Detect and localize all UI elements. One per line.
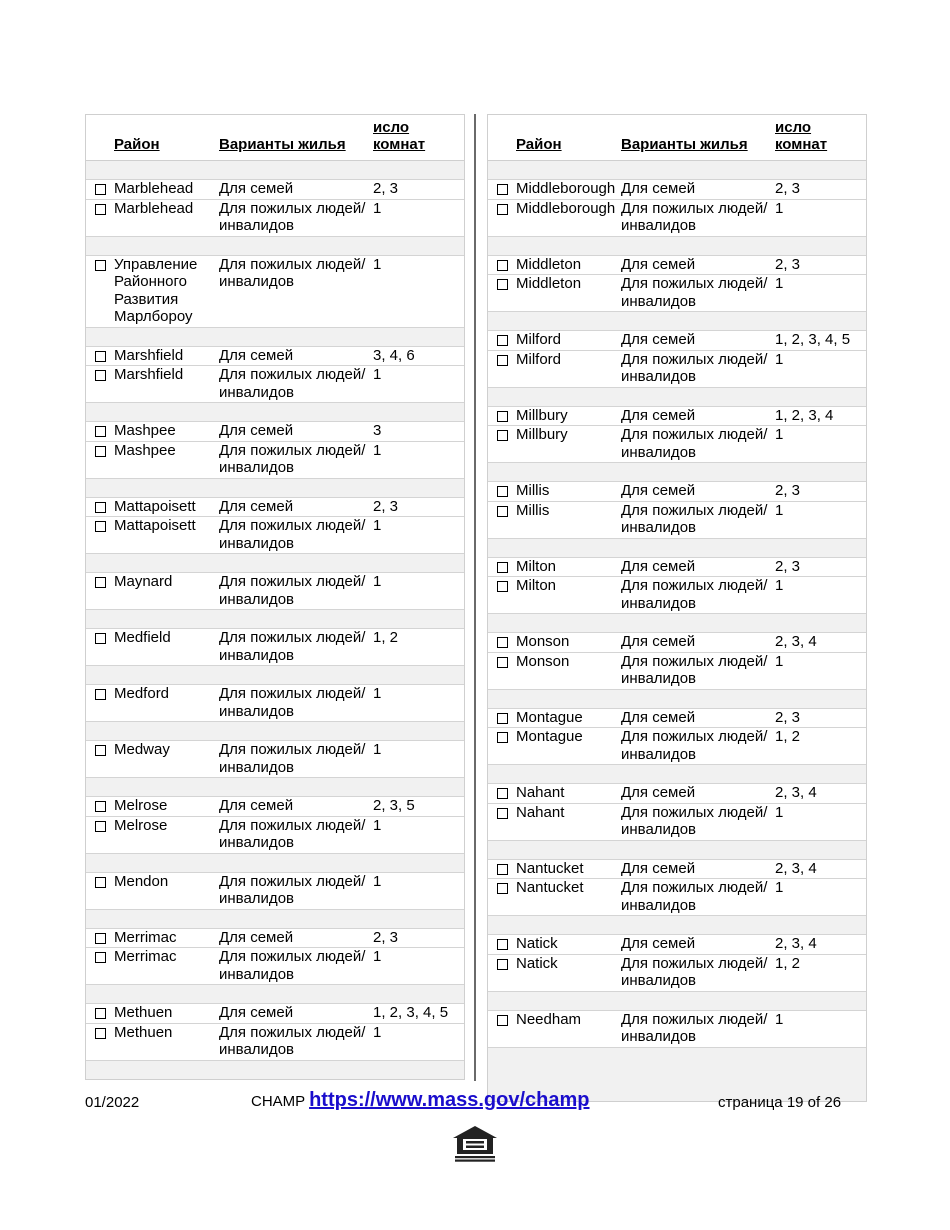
checkbox[interactable] (497, 562, 508, 573)
table-row (488, 804, 866, 841)
housing-cell: Для пожилых людей/инвалидов (621, 199, 768, 234)
row-separator (86, 610, 464, 629)
housing-cell: Для пожилых людей/инвалидов (621, 426, 768, 461)
checkbox[interactable] (497, 184, 508, 195)
district-cell: Montague (516, 728, 583, 745)
housing-cell: Для семей (621, 784, 696, 801)
district-cell: Millbury (516, 426, 568, 443)
checkbox[interactable] (95, 426, 106, 437)
rooms-cell: 2, 3, 5 (373, 797, 415, 814)
district-cell: Melrose (114, 797, 168, 814)
table-row (488, 200, 866, 237)
rooms-cell: 2, 3 (373, 180, 399, 197)
district-cell: Maynard (114, 573, 173, 590)
district-cell: Middleton (516, 275, 582, 292)
rooms-cell: 1 (373, 685, 382, 702)
row-separator (488, 388, 866, 407)
district-cell: Montague (516, 708, 583, 726)
table-row (86, 948, 464, 985)
rooms-cell: 1 (373, 441, 382, 459)
checkbox[interactable] (497, 939, 508, 950)
table-row (86, 180, 464, 200)
district-cell: Marblehead (114, 199, 194, 217)
rooms-cell: 1, 2, 3, 4, 5 (775, 331, 851, 348)
row-separator (86, 237, 464, 256)
table-row (488, 180, 866, 200)
page-number: страница 19 of 26 (718, 1094, 842, 1111)
table-row (488, 709, 866, 729)
row-separator (86, 554, 464, 573)
district-cell: Methuen (114, 1004, 173, 1021)
housing-cell: Для пожилых людей/инвалидов (621, 350, 768, 385)
rooms-cell: 1, 2 (775, 728, 801, 745)
district-cell: Управление Районного Развития Марлбороу (114, 255, 198, 325)
rooms-cell: 1 (775, 350, 784, 368)
checkbox[interactable] (497, 355, 508, 366)
table-row (488, 784, 866, 804)
rooms-cell: 1 (775, 199, 784, 217)
header-district: Район (114, 136, 160, 153)
rooms-cell: 1 (775, 577, 784, 594)
table-header (488, 115, 866, 161)
row-separator (488, 690, 866, 709)
district-cell: Middleborough (516, 180, 616, 197)
header-rooms: исло комнат (373, 119, 426, 153)
housing-cell: Для пожилых людей/инвалидов (219, 629, 366, 664)
footer-date: 01/2022 (85, 1094, 140, 1111)
rooms-cell: 2, 3 (775, 255, 801, 273)
table-row (86, 347, 464, 367)
row-separator (86, 854, 464, 873)
housing-cell: Для семей (621, 331, 696, 348)
header-housing: Варианты жилья (621, 136, 748, 153)
district-cell: Medford (114, 685, 170, 702)
table-row (488, 879, 866, 916)
checkbox[interactable] (95, 204, 106, 215)
checkbox[interactable] (95, 184, 106, 195)
housing-cell: Для семей (621, 633, 696, 650)
checkbox[interactable] (497, 808, 508, 819)
housing-cell: Для семей (621, 557, 696, 575)
checkbox[interactable] (497, 788, 508, 799)
rooms-cell: 1, 2 (775, 954, 801, 972)
table-row (488, 351, 866, 388)
rooms-cell: 2, 3 (775, 557, 801, 575)
housing-cell: Для семей (219, 497, 294, 515)
checkbox[interactable] (497, 581, 508, 592)
rooms-cell: 3 (373, 422, 382, 439)
checkbox[interactable] (497, 732, 508, 743)
district-cell: Marblehead (114, 180, 194, 197)
table-row (86, 1004, 464, 1024)
housing-cell: Для пожилых людей/инвалидов (219, 816, 366, 851)
housing-cell: Для пожилых людей/инвалидов (219, 872, 366, 907)
checkbox[interactable] (497, 260, 508, 271)
district-cell: Needham (516, 1010, 582, 1028)
checkbox[interactable] (497, 430, 508, 441)
table-row (86, 629, 464, 666)
footer-program (251, 1089, 590, 1112)
table-header (86, 115, 464, 161)
table-row (488, 426, 866, 463)
checkbox[interactable] (497, 279, 508, 290)
table-row (488, 955, 866, 992)
district-cell: Mattapoisett (114, 497, 196, 515)
checkbox[interactable] (95, 933, 106, 944)
row-separator (86, 722, 464, 741)
district-cell: Marshfield (114, 346, 184, 364)
district-cell: Melrose (114, 816, 168, 834)
row-separator (488, 539, 866, 558)
table-row (488, 502, 866, 539)
district-cell: Nantucket (516, 859, 584, 877)
checkbox[interactable] (95, 952, 106, 963)
row-separator (86, 328, 464, 347)
table-row (86, 517, 464, 554)
housing-cell: Для семей (621, 482, 696, 499)
rooms-cell: 1 (775, 879, 784, 896)
district-cell: Milford (516, 350, 562, 368)
district-cell: Methuen (114, 1023, 173, 1041)
district-cell: Mashpee (114, 441, 176, 459)
checkbox[interactable] (95, 577, 106, 588)
checkbox[interactable] (95, 821, 106, 832)
rooms-cell: 2, 3, 4 (775, 633, 817, 650)
district-cell: Monson (516, 652, 570, 670)
right-table (487, 114, 867, 1102)
row-separator (86, 985, 464, 1004)
housing-cell: Для пожилых людей/инвалидов (621, 954, 768, 989)
table-row (488, 558, 866, 578)
checkbox[interactable] (95, 877, 106, 888)
district-cell: Merrimac (114, 948, 177, 965)
table-row (86, 573, 464, 610)
housing-cell: Для пожилых людей/инвалидов (219, 741, 366, 776)
row-separator (488, 992, 866, 1011)
district-cell: Millbury (516, 406, 568, 424)
housing-cell: Для пожилых людей/инвалидов (219, 685, 366, 720)
checkbox[interactable] (497, 411, 508, 422)
checkbox[interactable] (95, 370, 106, 381)
table-row (86, 817, 464, 854)
district-cell: Monson (516, 633, 570, 650)
housing-cell: Для семей (219, 346, 294, 364)
program-name: CHAMP (251, 1093, 305, 1110)
checkbox[interactable] (95, 689, 106, 700)
housing-cell: Для пожилых людей/инвалидов (219, 199, 366, 234)
housing-cell: Для семей (621, 708, 696, 726)
row-separator (86, 479, 464, 498)
district-cell: Nantucket (516, 879, 584, 896)
checkbox[interactable] (95, 351, 106, 362)
left-table (85, 114, 465, 1080)
left-table-body (86, 161, 464, 1079)
district-cell: Millis (516, 482, 550, 499)
checkbox[interactable] (95, 1008, 106, 1019)
rooms-cell: 2, 3, 4 (775, 784, 817, 801)
housing-cell: Для семей (219, 928, 294, 946)
row-separator (488, 765, 866, 784)
row-separator (488, 916, 866, 935)
row-separator (86, 778, 464, 797)
district-cell: Milton (516, 557, 557, 575)
rooms-cell: 2, 3, 4 (775, 859, 817, 877)
table-row (86, 498, 464, 518)
checkbox[interactable] (95, 633, 106, 644)
table-row (86, 256, 464, 328)
housing-cell: Для пожилых людей/инвалидов (621, 652, 768, 687)
housing-cell: Для семей (621, 406, 696, 424)
rooms-cell: 1 (373, 199, 382, 217)
table-row (488, 577, 866, 614)
right-table-body (488, 161, 866, 1101)
checkbox[interactable] (95, 745, 106, 756)
rooms-cell: 1 (373, 517, 382, 534)
housing-cell: Для пожилых людей/инвалидов (219, 573, 366, 608)
row-separator (488, 312, 866, 331)
checkbox[interactable] (497, 335, 508, 346)
housing-cell: Для семей (219, 180, 294, 197)
rooms-cell: 2, 3 (373, 928, 399, 946)
checkbox[interactable] (497, 204, 508, 215)
table-row (488, 1011, 866, 1048)
district-cell: Mendon (114, 872, 169, 890)
table-row (488, 860, 866, 880)
rooms-cell: 2, 3, 4 (775, 935, 817, 952)
housing-cell: Для пожилых людей/инвалидов (219, 948, 366, 983)
table-row (488, 633, 866, 653)
checkbox[interactable] (95, 1028, 106, 1039)
checkbox[interactable] (497, 959, 508, 970)
district-cell: Millis (516, 501, 550, 519)
district-cell: Medway (114, 741, 170, 758)
housing-cell: Для семей (621, 935, 696, 952)
housing-cell: Для пожилых людей/инвалидов (621, 879, 768, 914)
checkbox[interactable] (497, 883, 508, 894)
rooms-cell: 1 (373, 741, 382, 758)
district-cell: Nahant (516, 784, 565, 801)
table-row (86, 1024, 464, 1061)
row-separator (488, 614, 866, 633)
table-row (488, 256, 866, 276)
district-cell: Mattapoisett (114, 517, 196, 534)
checkbox[interactable] (95, 521, 106, 532)
housing-cell: Для семей (621, 255, 696, 273)
rooms-cell: 2, 3 (775, 180, 801, 197)
checkbox[interactable] (95, 502, 106, 513)
district-cell: Merrimac (114, 928, 177, 946)
header-rooms: исло комнат (775, 119, 828, 153)
rooms-cell: 1, 2, 3, 4, 5 (373, 1004, 449, 1021)
table-row (86, 929, 464, 949)
housing-cell: Для пожилых людей/инвалидов (621, 275, 768, 310)
housing-cell: Для пожилых людей/инвалидов (621, 728, 768, 763)
district-cell: Natick (516, 935, 558, 952)
district-cell: Middleborough (516, 199, 616, 217)
header-district: Район (516, 136, 562, 153)
column-divider (474, 114, 476, 1081)
row-separator (86, 666, 464, 685)
checkbox[interactable] (497, 657, 508, 668)
table-row (86, 873, 464, 910)
rooms-cell: 1, 2 (373, 629, 399, 646)
table-row (86, 797, 464, 817)
district-cell: Milford (516, 331, 562, 348)
checkbox[interactable] (497, 864, 508, 875)
district-cell: Marshfield (114, 366, 184, 383)
checkbox[interactable] (497, 506, 508, 517)
rooms-cell: 1 (373, 872, 382, 890)
table-row (488, 275, 866, 312)
row-separator (488, 237, 866, 256)
checkbox[interactable] (497, 1015, 508, 1026)
rooms-cell: 2, 3 (775, 482, 801, 499)
housing-cell: Для пожилых людей/инвалидов (219, 366, 366, 401)
rooms-cell: 1 (373, 366, 382, 383)
housing-cell: Для семей (219, 422, 294, 439)
checkbox[interactable] (497, 713, 508, 724)
housing-cell: Для пожилых людей/инвалидов (621, 803, 768, 838)
header-housing: Варианты жилья (219, 136, 346, 153)
rooms-cell: 1 (373, 948, 382, 965)
row-separator (86, 403, 464, 422)
rooms-cell: 1 (373, 1023, 382, 1041)
table-end-fill (86, 1061, 464, 1079)
table-row (86, 200, 464, 237)
district-cell: Nahant (516, 803, 565, 821)
equal-housing-opportunity-logo (449, 1124, 501, 1166)
district-cell: Mashpee (114, 422, 176, 439)
rooms-cell: 1 (775, 803, 784, 821)
district-cell: Milton (516, 577, 557, 594)
row-separator (86, 161, 464, 180)
checkbox[interactable] (497, 637, 508, 648)
housing-cell: Для пожилых людей/инвалидов (219, 517, 366, 552)
table-row (488, 407, 866, 427)
rooms-cell: 1 (775, 275, 784, 292)
rooms-cell: 1 (775, 1010, 784, 1028)
champ-link[interactable]: https://www.mass.gov/champ (309, 1089, 590, 1111)
district-cell: Medfield (114, 629, 171, 646)
row-separator (86, 910, 464, 929)
table-row (488, 935, 866, 955)
table-row (86, 685, 464, 722)
rooms-cell: 1 (373, 816, 382, 834)
district-cell: Middleton (516, 255, 582, 273)
checkbox[interactable] (95, 801, 106, 812)
housing-cell: Для семей (219, 797, 294, 814)
rooms-cell: 1 (373, 573, 382, 590)
rooms-cell: 1 (775, 501, 784, 519)
table-row (488, 653, 866, 690)
table-row (488, 331, 866, 351)
rooms-cell: 1, 2, 3, 4 (775, 406, 834, 424)
housing-cell: Для пожилых людей/инвалидов (621, 577, 768, 612)
housing-cell: Для пожилых людей/инвалидов (621, 1010, 768, 1045)
table-row (86, 442, 464, 479)
housing-cell: Для пожилых людей/инвалидов (219, 255, 366, 290)
checkbox[interactable] (95, 260, 106, 271)
rooms-cell: 1 (775, 426, 784, 443)
housing-cell: Для пожилых людей/инвалидов (219, 1023, 366, 1058)
checkbox[interactable] (95, 446, 106, 457)
table-row (488, 728, 866, 765)
housing-cell: Для семей (621, 180, 696, 197)
housing-cell: Для пожилых людей/инвалидов (219, 441, 366, 476)
rooms-cell: 2, 3 (775, 708, 801, 726)
table-row (86, 422, 464, 442)
rooms-cell: 1 (775, 652, 784, 670)
housing-cell: Для семей (219, 1004, 294, 1021)
row-separator (488, 463, 866, 482)
district-cell: Natick (516, 954, 558, 972)
table-row (86, 741, 464, 778)
housing-cell: Для пожилых людей/инвалидов (621, 501, 768, 536)
rooms-cell: 1 (373, 255, 382, 273)
row-separator (488, 161, 866, 180)
checkbox[interactable] (497, 486, 508, 497)
table-row (86, 366, 464, 403)
housing-cell: Для семей (621, 859, 696, 877)
rooms-cell: 2, 3 (373, 497, 399, 515)
rooms-cell: 3, 4, 6 (373, 346, 415, 364)
table-row (488, 482, 866, 502)
row-separator (488, 841, 866, 860)
